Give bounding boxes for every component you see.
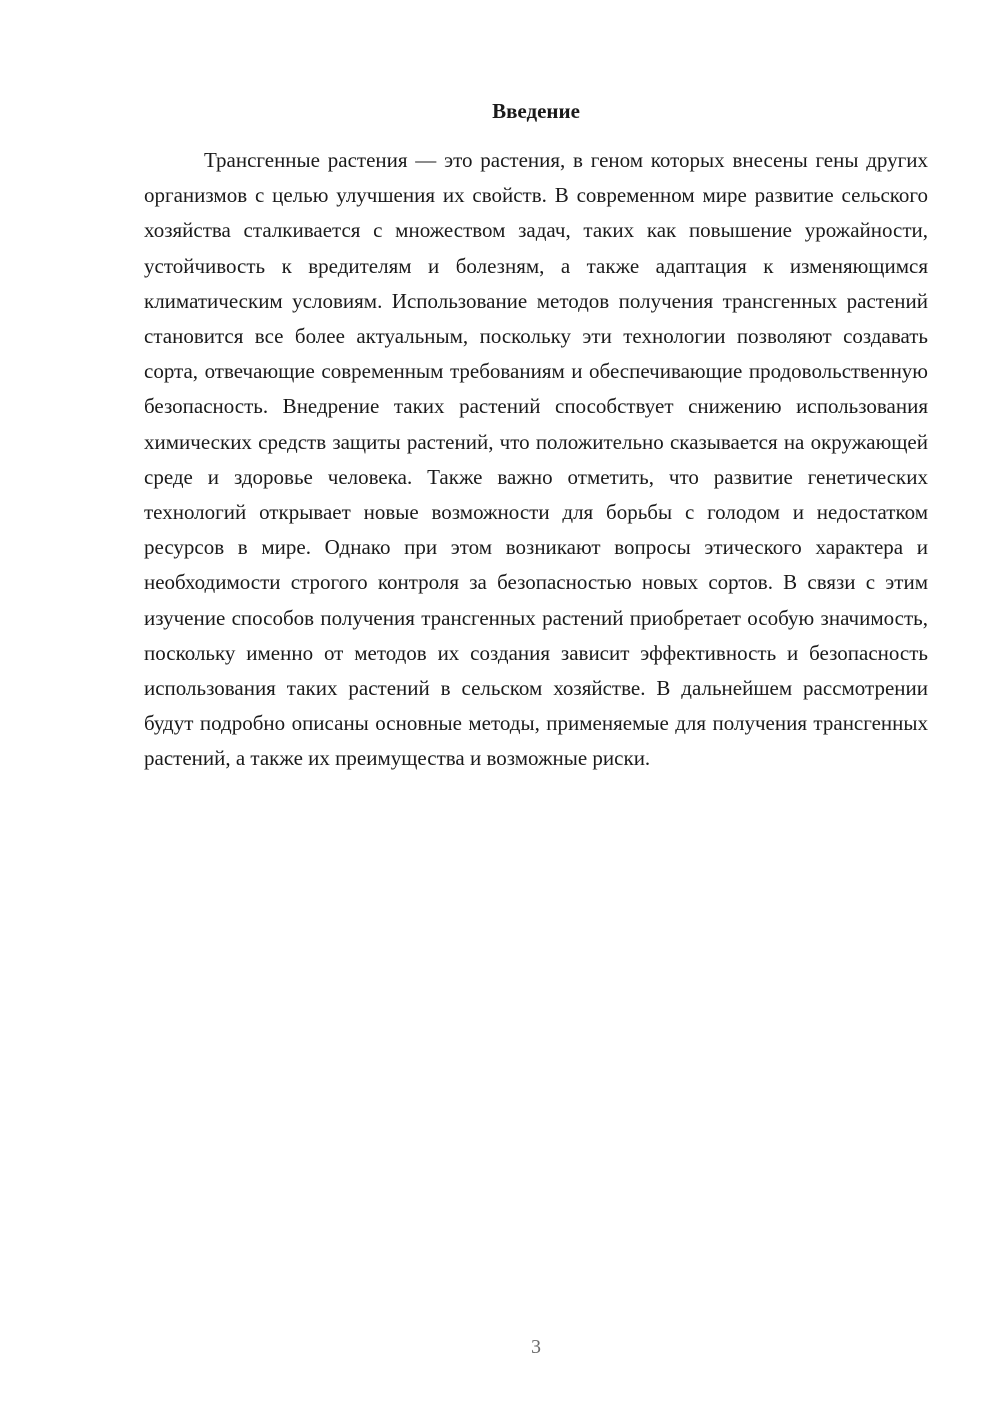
body-paragraph: Трансгенные растения — это растения, в геном которых внесены гены других организмов с целью улучшения их свойств. В современном мире развитие сельского хозяйства сталкивается с множеством задач, таких как повышение урожайности, устойчивость к вредителям и болезням, а также адаптация к изменяющимся климатическим условиям. Использование методов получения трансгенных растений становится все более актуальным, поскольку эти технологии позволяют создавать сорта, отвечающие современным требованиям и обеспечивающие продовольственную безопасность. Внедрение таких растений способствует снижению использования химических средств защиты растений, что положительно сказывается на окружающей среде и здоровье человека. Также важно отметить, что развитие генетических технологий открывает новые возможности для борьбы с голодом и недостатком ресурсов в мире. Однако при этом возникают вопросы этического характера и необходимости строгого контроля за безопасностью новых сортов. В связи с этим изучение способов получения трансгенных растений приобретает особую значимость, поскольку именно от методов их создания зависит эффективность и безопасность использования таких растений в сельском хозяйстве. В дальнейшем рассмотрении будут подробно описаны основные методы, применяемые для получения трансгенных растений, а также их преимущества и возможные риски. bbox=[144, 148, 928, 771]
page-number: 3 bbox=[531, 1336, 541, 1358]
section-title: Введение bbox=[492, 99, 580, 123]
